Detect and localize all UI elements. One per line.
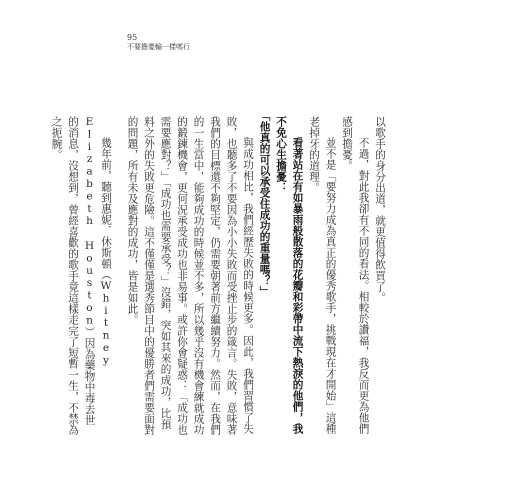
bold-paragraph-1: 看著站在有如暴雨般散落的花瓣和彩帶中流下熱淚的他們，我不免心生擔憂： — [275, 116, 304, 435]
paragraph-4: 與成功相比，我們經歷失敗的時候更多。因此，我們習慣了失敗，也聽多了不要因為小小失敗而受挫止步的箴言。失敗，意味著我們的目標還不夠堅定，仍需要朝著前方繼續努力。然而，在我們的一生當中，能夠成功的時候並不多，所以幾乎沒有機會練就成功的鍛鍊機會，更何況承受成功也非易事。或許你會疑惑：「成功也需要應對？」「成功也需要承受？」沒錯，突如其來的成功，比預料之外的失敗更危險。這不僅僅是選秀節目中的優勝者們需要面對的問題，所有未及應對的成功，皆是如此。 — [126, 116, 254, 435]
paragraph-2: 不過，對此我卻有不同的看法。相較於讚福，我反而更為他們感到擔憂。 — [341, 116, 370, 435]
paragraph-5: 幾年前，聽到惠妮．休斯頓（Whitney Elizabeth Houston）因為藥物中毒去世的消息，沒想到，曾經喜歡的歌手竟這樣走完了短暫一生，不禁為之扼腕。 — [50, 116, 112, 435]
page-number: 95 — [127, 33, 138, 42]
paragraph-gap — [114, 116, 124, 436]
paragraph-1: 以歌手的身分出道，就更值得飲買了。 — [374, 116, 386, 303]
vertical-body-text — [48, 109, 388, 436]
bold-question: 「他真的可以承受住成功的重量嗎？」 — [258, 109, 271, 297]
page-header — [127, 33, 190, 52]
paragraph-3: 並不是「要努力成為真正的優秀歌手，挑戰現在才開始」這種老掉牙的道理。 — [308, 116, 337, 435]
running-title: 不要擔憂輸一樣嗎行 — [127, 43, 190, 51]
